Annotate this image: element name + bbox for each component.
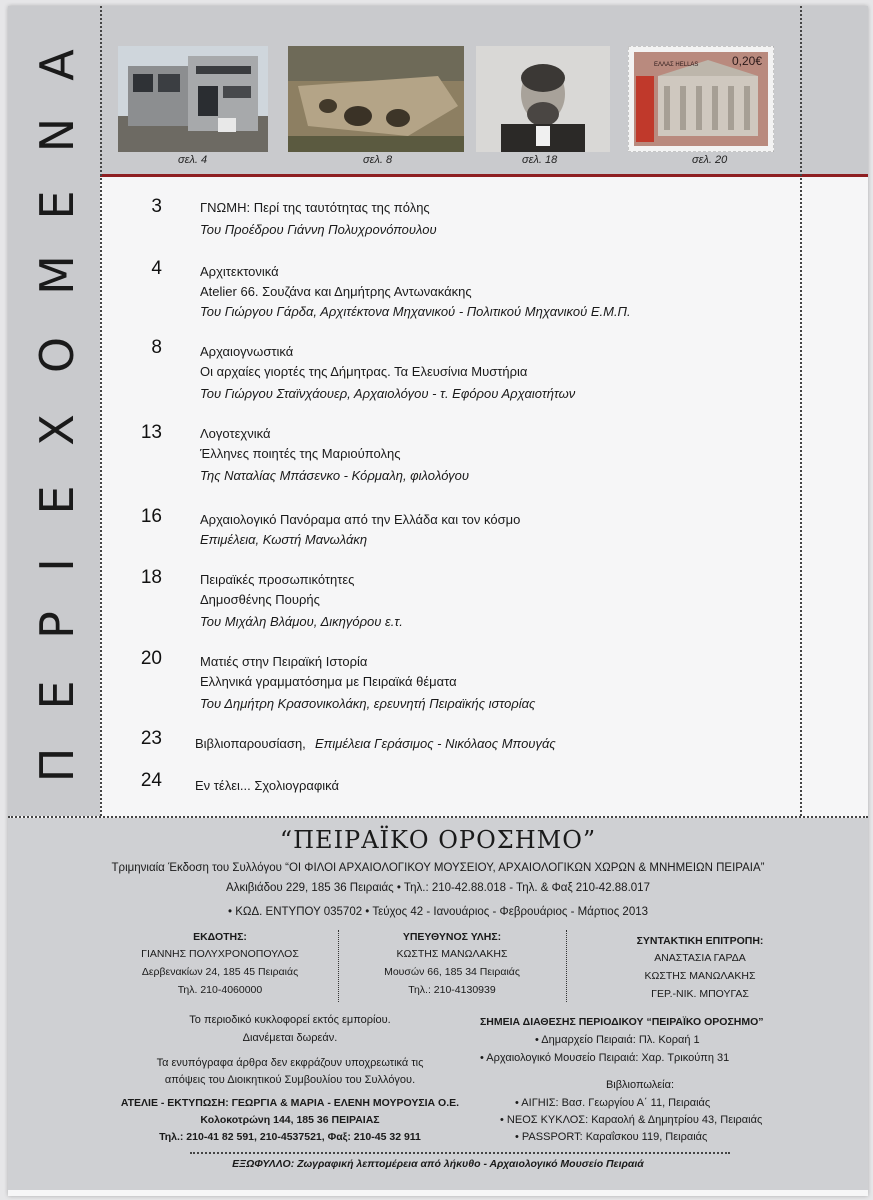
side-title-letter: Μ [30,255,84,295]
toc-page-number: 18 [140,567,162,588]
circulation-note: Το περιοδικό κυκλοφορεί εκτός εμπορίου. [189,1014,391,1026]
stamp-value: 0,20€ [731,54,762,68]
side-title-letter: Ι [30,558,84,572]
free-distribution-note: Διανέμεται δωρεάν. [242,1032,338,1044]
toc-entry-title[interactable]: Αρχαιολογικό Πανόραμα από την Ελλάδα και τον κόσμο [200,512,521,527]
editor-name: ΚΩΣΤΗΣ ΜΑΝΩΛΑΚΗΣ [396,948,508,960]
issue-info: • ΚΩΔ. ΕΝΤΥΠΟΥ 035702 • Τεύχος 42 - Ιανουάριος - Φεβρουάριος - Μάρτιος 2013 [227,906,649,918]
printer-address: Κολοκοτρώνη 144, 185 36 ΠΕΙΡΑΙΑΣ [200,1114,380,1126]
toc-entry-author: Επιμέλεια, Κωστή Μανωλάκη [200,532,368,547]
toc-entry-title[interactable]: Εν τέλει... Σχολιογραφικά [195,778,340,793]
toc-entry-author: Του Προέδρου Γιάννη Πολυχρονόπουλου [200,222,437,237]
thumbnail-caption: σελ. 8 [363,154,393,166]
portrait-photo [476,46,610,152]
side-title-letter: Ρ [30,611,84,639]
toc-page-number: 20 [140,648,162,669]
building-photo [118,46,268,152]
toc-entry-section[interactable]: Αρχαιογνωστικά [200,344,294,359]
thumbnail-portrait[interactable] [476,46,610,152]
toc-entry-author: Επιμέλεια Γεράσιμος - Νικόλαος Μπουγάς [315,736,556,751]
printer-name: ΑΤΕΛΙΕ - ΕΚΤΥΠΩΣΗ: ΓΕΩΡΓΙΑ & ΜΑΡΙΑ - ΕΛΕΝΗ ΜΟΥΡΟΥΣΙΑ Ο.Ε. [120,1097,460,1109]
bookshop-item: • ΑΙΓΗΙΣ: Βασ. Γεωργίου Α΄ 11, Πειραιάς [515,1097,711,1109]
side-title-letter: Α [30,49,84,81]
publisher-heading: ΕΚΔΟΤΗΣ: [193,931,247,943]
toc-entry-author: Του Δημήτρη Κρασονικολάκη, ερευνητή Πειραϊκής ιστορίας [200,696,536,711]
side-title-letter: Ν [30,117,84,153]
dotted-divider-right [800,6,802,816]
thumbnail-caption: σελ. 4 [178,154,208,166]
stamp-country: ΕΛΛΑΣ HELLAS [654,62,699,68]
toc-entry-section[interactable]: Λογοτεχνικά [200,426,271,441]
publisher-name: ΓΙΑΝΝΗΣ ΠΟΛΥΧΡΟΝΟΠΟΥΛΟΣ [141,948,299,960]
toc-entry-author: Του Γιώργου Γάρδα, Αρχιτέκτονα Μηχανικού - Πολιτικού Μηχανικού Ε.Μ.Π. [200,304,631,319]
disclaimer-line: απόψεις του Διοικητικού Συμβουλίου του Συλλόγου. [164,1074,416,1086]
committee-member: ΚΩΣΤΗΣ ΜΑΝΩΛΑΚΗΣ [644,970,756,982]
committee-member: ΑΝΑΣΤΑΣΙΑ ΓΑΡΔΑ [654,952,746,964]
thumbnail-caption: σελ. 18 [522,154,558,166]
thumbnail-stamp[interactable] [628,46,774,152]
side-title-letter: Χ [30,414,84,446]
toc-entry-title[interactable]: ΓΝΩΜΗ: Περί της ταυτότητας της πόλης [200,200,430,215]
bookshop-item: • ΝΕΟΣ ΚΥΚΛΟΣ: Καραολή & Δημητρίου 43, Πειραιάς [500,1114,763,1126]
editor-phone: Τηλ.: 210-4130939 [408,984,496,996]
toc-entry-author: Της Ναταλίας Μπάσενκο - Κόρμαλη, φιλολόγου [200,468,470,483]
bookshop-item: • PASSPORT: Καραΐσκου 119, Πειραιάς [515,1131,708,1143]
dotted-divider-left [100,6,102,816]
toc-page-number: 23 [140,728,162,749]
toc-entry-title[interactable]: Ελληνικά γραμματόσημα με Πειραϊκά θέματα [200,674,457,689]
toc-entry-section[interactable]: Πειραϊκές προσωπικότητες [200,572,355,587]
toc-entry-section[interactable]: Ματιές στην Πειραϊκή Ιστορία [200,654,368,669]
publisher-society: Τριμηνιαία Έκδοση του Συλλόγου “ΟΙ ΦΙΛΟΙ ΑΡΧΑΙΟΛΟΓΙΚΟΥ ΜΟΥΣΕΙΟΥ, ΑΡΧΑΙΟΛΟΓΙΚΩΝ ΧΩΡΩΝ & ΜΝΗΜΕΙΩΝ ΠΕΙΡΑΙΑ” [111,862,765,874]
thumbnail-archaeology[interactable] [288,46,464,152]
toc-page-number: 16 [140,506,162,527]
distribution-heading: ΣΗΜΕΙΑ ΔΙΑΘΕΣΗΣ ΠΕΡΙΟΔΙΚΟΥ “ΠΕΙΡΑΪΚΟ ΟΡΟΣΗΜΟ” [480,1016,764,1028]
side-title-letter: Ε [30,485,84,515]
toc-page-number: 3 [151,196,162,217]
distribution-point: • Αρχαιολογικό Μουσείο Πειραιά: Χαρ. Τρικούπη 31 [480,1052,730,1064]
magazine-title: “ΠΕΙΡΑΪΚΟ ΟΡΟΣΗΜΟ” [279,826,597,854]
committee-heading: ΣΥΝΤΑΚΤΙΚΗ ΕΠΙΤΡΟΠΗ: [636,935,764,947]
cover-note: ΕΞΩΦΥΛΛΟ: Ζωγραφική λεπτομέρεια από λήκυθο - Αρχαιολογικό Μουσείο Πειραιά [232,1158,644,1170]
dotted-divider-cover [190,1152,730,1154]
side-title [22,40,92,810]
toc-entry-section[interactable]: Βιβλιοπαρουσίαση, [195,736,306,751]
toc-page-number: 8 [151,337,162,358]
toc-page-number: 24 [140,770,162,791]
toc-entry-section[interactable]: Αρχιτεκτονικά [200,264,279,279]
editor-heading: ΥΠΕΥΘΥΝΟΣ ΥΛΗΣ: [402,931,502,943]
publisher-address: Δερβενακίων 24, 185 45 Πειραιάς [141,966,299,978]
toc-page-number: 4 [151,258,162,279]
printer-phones: Τηλ.: 210-41 82 591, 210-4537521, Φαξ: 210-45 32 911 [159,1131,421,1143]
thumbnail-architecture[interactable] [118,46,268,152]
bookshops-heading: Βιβλιοπωλεία: [605,1079,675,1091]
side-title-letter: Π [30,747,84,783]
side-title-letter: Ε [30,680,84,710]
toc-entry-title[interactable]: Atelier 66. Σουζάνα και Δημήτρης Αντωνακάκης [200,284,472,299]
toc-entry-title[interactable]: Δημοσθένης Πουρής [200,592,320,607]
distribution-point: • Δημαρχείο Πειραιά: Πλ. Κοραή 1 [535,1034,700,1046]
publisher-phone: Τηλ. 210-4060000 [177,984,263,996]
toc-entry-title[interactable]: Έλληνες ποιητές της Μαριούπολης [200,446,401,461]
column-divider [338,930,339,1002]
toc-entry-author: Του Γιώργου Σταϊνχάουερ, Αρχαιολόγου - τ. Εφόρου Αρχαιοτήτων [200,386,576,401]
red-rule [100,174,868,177]
society-address: Αλκιβιάδου 229, 185 36 Πειραιάς • Τηλ.: 210-42.88.018 - Τηλ. & Φαξ 210-42.88.017 [226,882,650,894]
side-title-letter: Ο [30,336,84,374]
side-title-letter: Ε [30,190,84,220]
disclaimer-line: Τα ενυπόγραφα άρθρα δεν εκφράζουν υποχρεωτικά τις [156,1057,424,1069]
ruins-photo [288,46,464,152]
editor-address: Μουσών 66, 185 34 Πειραιάς [384,966,520,978]
toc-entry-author: Του Μιχάλη Βλάμου, Δικηγόρου ε.τ. [200,614,403,629]
toc-entry-title[interactable]: Οι αρχαίες γιορτές της Δήμητρας. Τα Ελευσίνια Μυστήρια [200,364,528,379]
thumbnail-caption: σελ. 20 [692,154,728,166]
committee-member: ΓΕΡ.-ΝΙΚ. ΜΠΟΥΓΑΣ [651,988,749,1000]
column-divider [566,930,567,1002]
toc-page-number: 13 [140,422,162,443]
